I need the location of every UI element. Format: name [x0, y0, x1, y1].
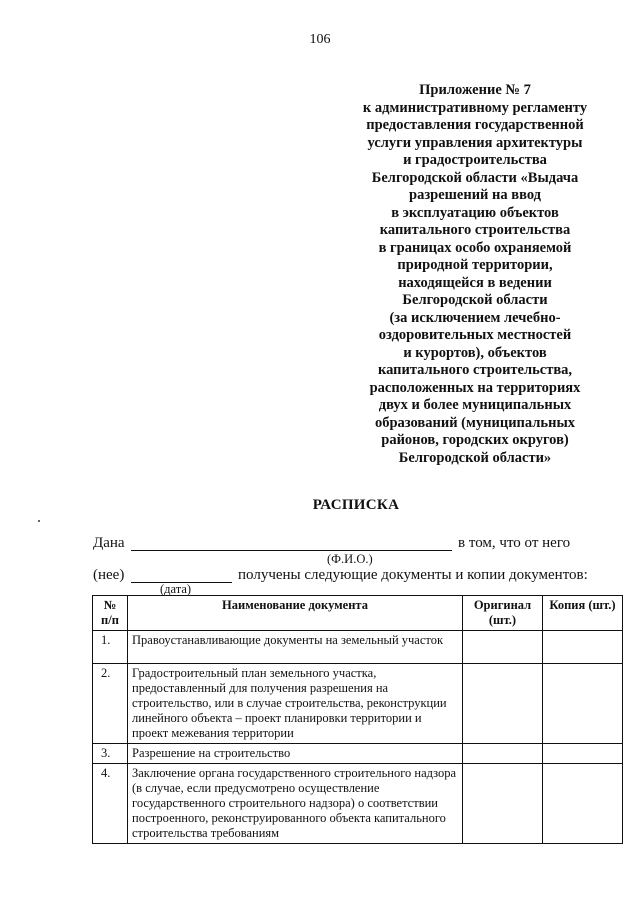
appendix-line: районов, городских округов)	[381, 432, 569, 448]
appendix-line: Приложение № 7	[419, 82, 531, 98]
appendix-line: расположенных на территориях	[369, 379, 581, 396]
appendix-line: (за исключением лечебно-	[389, 309, 561, 326]
appendix-line: предоставления государственной	[366, 117, 584, 133]
header-name: Наименование документа	[128, 596, 463, 631]
fio-hint: (Ф.И.О.)	[327, 552, 373, 566]
appendix-line: и курортов), объектов	[403, 344, 547, 361]
row-original-cell	[463, 631, 543, 664]
table-row	[93, 631, 623, 664]
appendix-line: к административному регламенту	[362, 99, 588, 116]
appendix-line: услуги управления архитектуры	[367, 134, 583, 151]
row-name: Разрешение на строительство	[128, 744, 463, 764]
fio-blank-line	[131, 550, 452, 551]
appendix-line: в границах особо охраняемой	[378, 239, 572, 256]
her-label: (нее)	[93, 567, 125, 583]
appendix-line: капитального строительства,	[377, 362, 573, 378]
table-header-row	[93, 596, 623, 631]
row-original-cell	[463, 744, 543, 764]
row-name: Заключение органа государственного строительного надзора (в случае, если предусмотрено осуществление государственного строительного надзора) о соответствии построенного, реконструированного объекта капитального строительства требованиям	[128, 764, 463, 844]
row-num: 4.	[93, 764, 128, 844]
header-original: Оригинал (шт.)	[463, 596, 543, 631]
scan-speck	[38, 520, 40, 522]
header-copy: Копия (шт.)	[543, 596, 623, 631]
table-row	[93, 764, 623, 844]
receipt-title: РАСПИСКА	[312, 497, 400, 513]
row-original-cell	[463, 764, 543, 844]
page-number: 106	[309, 32, 331, 47]
appendix-line: и градостроительства	[403, 152, 547, 168]
row-name: Градостроительный план земельного участка, предоставленный для получения разрешения на строительство, или в случае строительства, реконструкции линейного объекта – проект планировки территории и проект межевания территории	[128, 664, 463, 744]
table-row	[93, 664, 623, 744]
given-label: Дана	[93, 535, 125, 551]
row-copy-cell	[543, 764, 623, 844]
row-copy-cell	[543, 631, 623, 664]
row-copy-cell	[543, 664, 623, 744]
appendix-line: находящейся в ведении	[398, 274, 552, 291]
row-num: 2.	[93, 664, 128, 744]
row-original-cell	[463, 664, 543, 744]
row-num: 3.	[93, 744, 128, 764]
appendix-line: Белгородской области»	[398, 449, 552, 466]
table-row	[93, 744, 623, 764]
appendix-header	[330, 82, 620, 467]
date-hint: (дата)	[160, 582, 192, 596]
appendix-line: Белгородской области	[402, 292, 548, 308]
appendix-line: капитального строительства	[379, 222, 571, 238]
appendix-line: природной территории,	[397, 257, 553, 273]
header-num: № п/п	[93, 596, 128, 631]
row-copy-cell	[543, 744, 623, 764]
row-name: Правоустанавливающие документы на земельный участок	[128, 631, 463, 664]
row-num: 1.	[93, 631, 128, 664]
from-label: в том, что от него	[458, 535, 571, 551]
received-label: получены следующие документы и копии документов:	[238, 567, 588, 583]
appendix-line: образований (муниципальных	[374, 414, 576, 431]
appendix-line: оздоровительных местностей	[378, 327, 572, 343]
appendix-line: в эксплуатацию объектов	[391, 204, 559, 221]
documents-table	[92, 595, 623, 844]
appendix-line: двух и более муниципальных	[378, 397, 572, 413]
appendix-line: Белгородской области «Выдача	[371, 169, 579, 186]
appendix-line: разрешений на ввод	[409, 187, 541, 203]
